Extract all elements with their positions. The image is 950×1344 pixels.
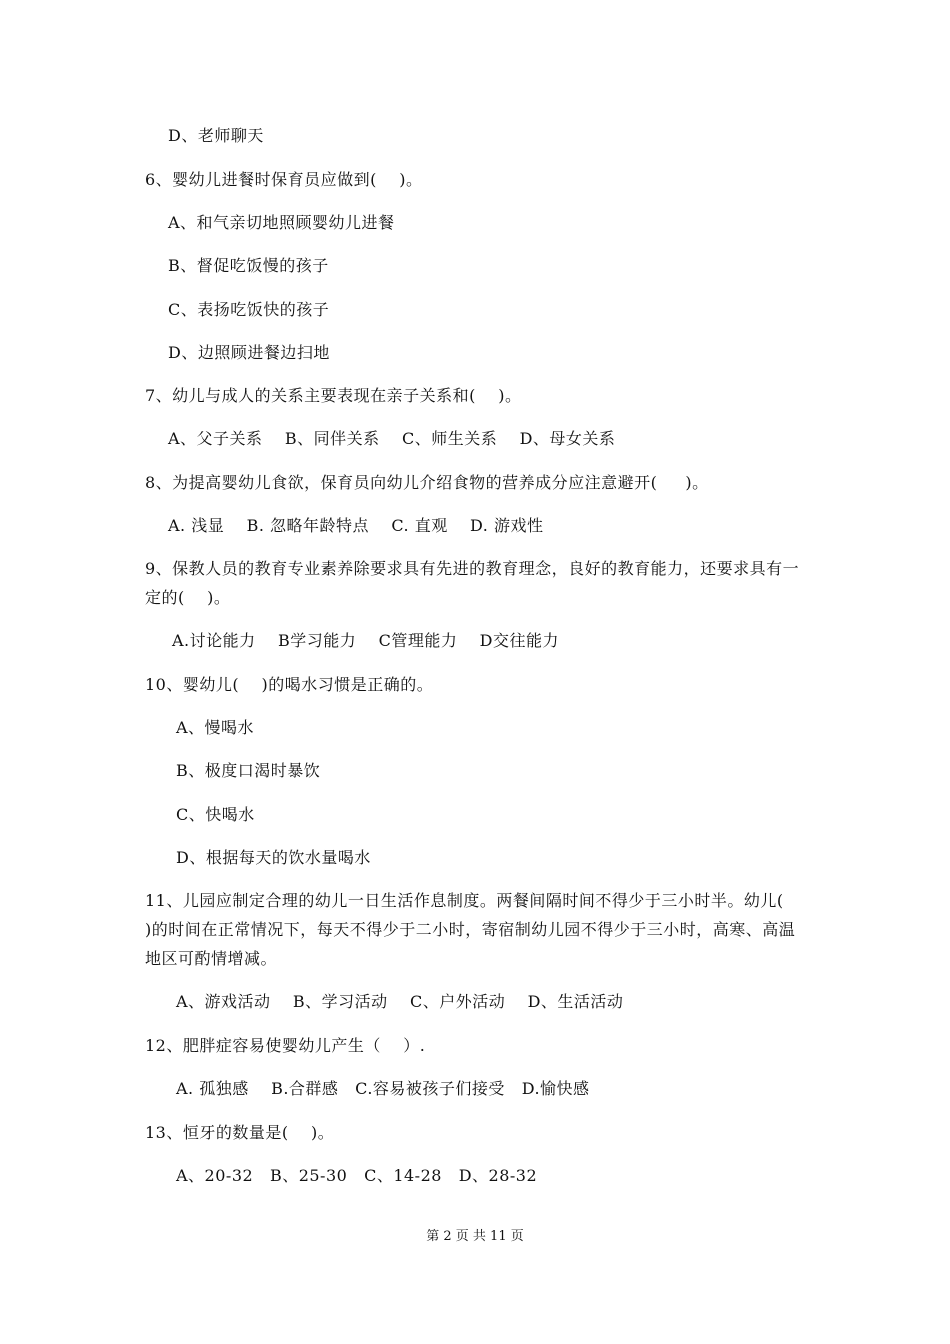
q11-options: A、游戏活动 B、学习活动 C、户外活动 D、生活活动: [176, 992, 624, 1011]
q8-options: A. 浅显 B. 忽略年龄特点 C. 直观 D. 游戏性: [168, 516, 544, 535]
q12-options: A. 孤独感 B.合群感 C.容易被孩子们接受 D.愉快感: [176, 1079, 590, 1098]
q11-stem-line1: 11、儿园应制定合理的幼儿一日生活作息制度。两餐间隔时间不得少于三小时半。幼儿(: [145, 891, 784, 910]
q10-option-c: C、快喝水: [176, 805, 255, 824]
q11-stem-line3: 地区可酌情增减。: [145, 949, 278, 968]
q11-stem-line2: )的时间在正常情况下，每天不得少于二小时，寄宿制幼儿园不得少于三小时，高寒、高温: [145, 920, 796, 939]
q13-stem: 13、恒牙的数量是( )。: [145, 1123, 335, 1142]
q12-stem: 12、肥胖症容易使婴幼儿产生（ ）.: [145, 1036, 426, 1055]
q9-stem-line1: 9、保教人员的教育专业素养除要求具有先进的教育理念，良好的教育能力，还要求具有一: [145, 559, 800, 578]
q10-option-a: A、慢喝水: [176, 718, 255, 737]
q9-stem-line2: 定的( )。: [145, 588, 231, 607]
q7-stem: 7、幼儿与成人的关系主要表现在亲子关系和( )。: [145, 386, 522, 405]
q6-stem: 6、婴幼儿进餐时保育员应做到( )。: [145, 170, 423, 189]
q7-options: A、父子关系 B、同伴关系 C、师生关系 D、母女关系: [168, 429, 616, 448]
q10-stem: 10、婴幼儿( )的喝水习惯是正确的。: [145, 675, 434, 694]
q6-option-c: C、表扬吃饭快的孩子: [168, 300, 330, 319]
q6-option-d: D、边照顾进餐边扫地: [168, 343, 330, 362]
page-footer: 第 2 页 共 11 页: [426, 1229, 524, 1244]
q8-stem: 8、为提高婴幼儿食欲，保育员向幼儿介绍食物的营养成分应注意避开( )。: [145, 473, 709, 492]
q10-option-d: D、根据每天的饮水量喝水: [176, 848, 371, 867]
q6-option-b: B、督促吃饭慢的孩子: [168, 256, 329, 275]
q5-option-d: D、老师聊天: [168, 126, 264, 145]
q6-option-a: A、和气亲切地照顾婴幼儿进餐: [168, 213, 395, 232]
q10-option-b: B、极度口渴时暴饮: [176, 761, 321, 780]
q9-options: A.讨论能力 B学习能力 C管理能力 D交往能力: [172, 631, 560, 650]
q13-options: A、20-32 B、25-30 C、14-28 D、28-32: [176, 1166, 538, 1185]
